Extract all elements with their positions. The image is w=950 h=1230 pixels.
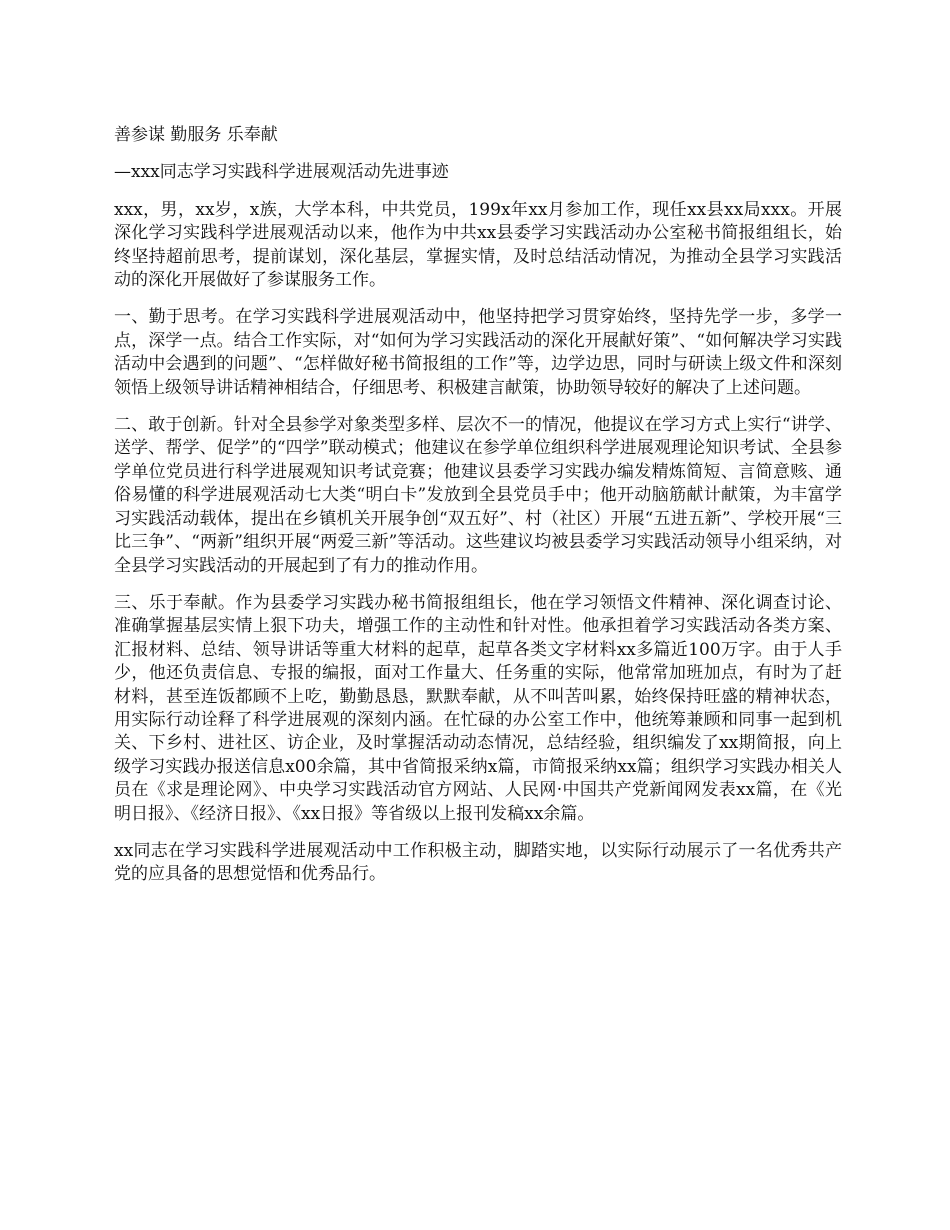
- paragraph-conclusion: xx同志在学习实践科学进展观活动中工作积极主动，脚踏实地，以实际行动展示了一名优秀共产党的应具备的思想觉悟和优秀品行。: [114, 840, 842, 885]
- document-subtitle: —xxx同志学习实践科学进展观活动先进事迹: [114, 162, 449, 183]
- paragraph-dedication: 三、乐于奉献。作为县委学习实践办秘书简报组组长，他在学习领悟文件精神、深化调查讨论、准确掌握基层实情上狠下功夫，增强工作的主动性和针对性。他承担着学习实践活动各类方案、汇报材料、总结、领导讲话等重大材料的起草，起草各类文字材料xx多篇近100万字。由于人手少，他还负责信息、专报的编报，面对工作量大、任务重的实际，他常常加班加点，有时为了赶材料，甚至连饭都顾不上吃，勤勤恳恳，默默奉献，从不叫苦叫累，始终保持旺盛的精神状态，用实际行动诠释了科学进展观的深刻内涵。在忙碌的办公室工作中，他统筹兼顾和同事一起到机关、下乡村、进社区、访企业，及时掌握活动动态情况，总结经验，组织编发了xx期简报，向上级学习实践办报送信息x00余篇，其中省简报采纳x篇，市简报采纳xx篇；组织学习实践办相关人员在《求是理论网》、中央学习实践活动官方网站、人民网·中国共产党新闻网发表xx篇，在《光明日报》、《经济日报》、《xx日报》等省级以上报刊发稿xx余篇。: [114, 592, 842, 824]
- paragraph-thinking: 一、勤于思考。在学习实践科学进展观活动中，他坚持把学习贯穿始终，坚持先学一步，多学一点，深学一点。结合工作实际，对“如何为学习实践活动的深化开展献好策”、“如何解决学习实践活动中会遇到的问题”、“怎样做好秘书简报组的工作”等，边学边思，同时与研读上级文件和深刻领悟上级领导讲话精神相结合，仔细思考、积极建言献策，协助领导较好的解决了上述问题。: [114, 307, 842, 398]
- paragraph-intro: xxx，男，xx岁，x族，大学本科，中共党员，199x年xx月参加工作，现任xx县xx局xxx。开展深化学习实践科学进展观活动以来，他作为中共xx县委学习实践活动办公室秘书简报组组长，始终坚持超前思考，提前谋划，深化基层，掌握实情，及时总结活动情况，为推动全县学习实践活动的深化开展做好了参谋服务工作。: [114, 199, 842, 291]
- document-title: 善参谋 勤服务 乐奉献: [114, 125, 278, 145]
- paragraph-innovation: 二、敢于创新。针对全县参学对象类型多样、层次不一的情况，他提议在学习方式上实行“讲学、送学、帮学、促学”的“四学”联动模式；他建议在参学单位组织科学进展观理论知识考试、全县参学单位党员进行科学进展观知识考试竞赛；他建议县委学习实践办编发精炼简短、言简意赅、通俗易懂的科学进展观活动七大类“明白卡”发放到全县党员手中；他开动脑筋献计献策，为丰富学习实践活动载体，提出在乡镇机关开展争创“双五好”、村（社区）开展“五进五新”、学校开展“三比三争”、“两新”组织开展“两爱三新”等活动。这些建议均被县委学习实践活动领导小组采纳，对全县学习实践活动的开展起到了有力的推动作用。: [114, 415, 842, 576]
- document-page: [114, 124, 842, 901]
